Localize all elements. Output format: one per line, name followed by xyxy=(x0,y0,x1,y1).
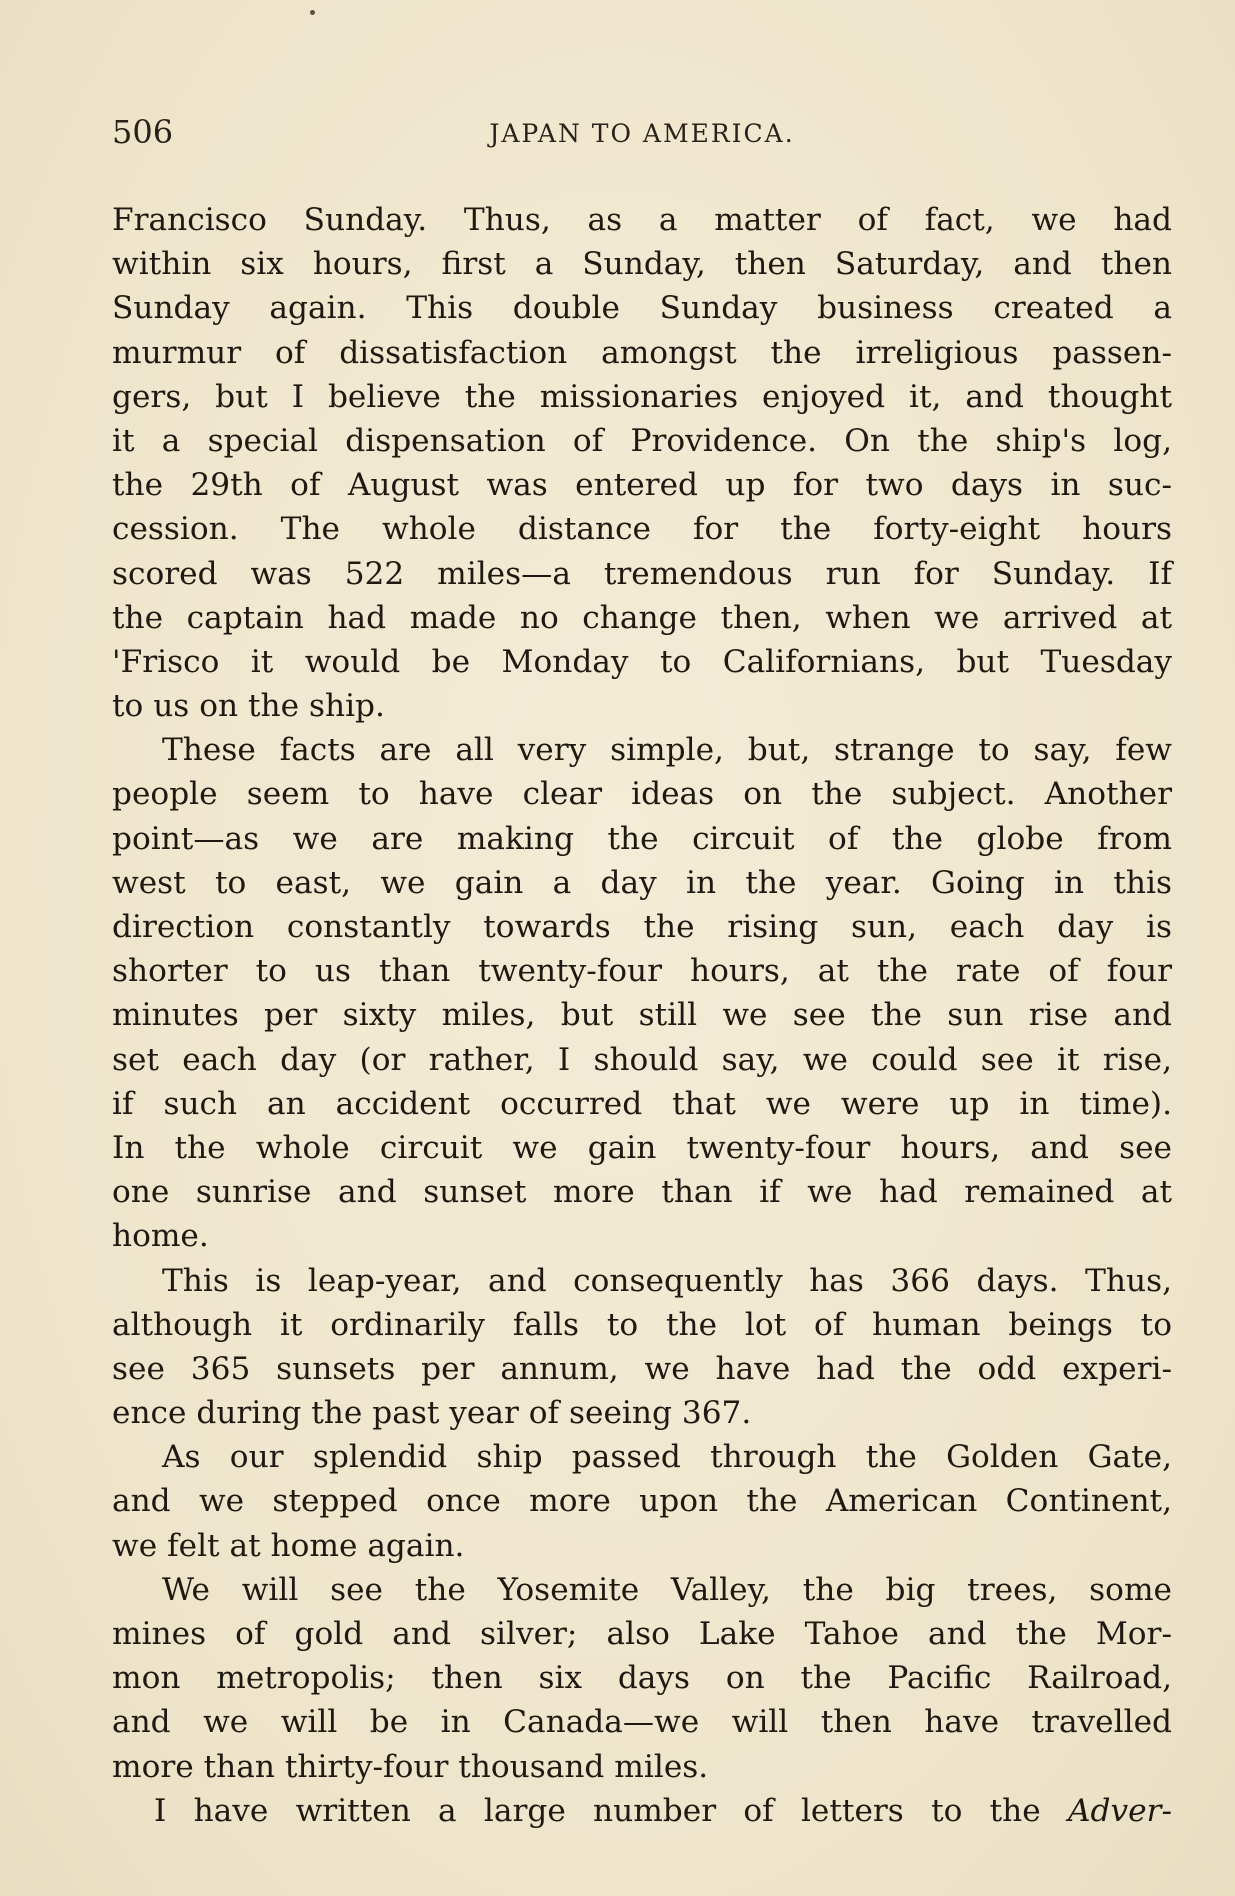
text-line: home. xyxy=(112,1218,209,1255)
page-header xyxy=(112,112,1172,152)
text-line: cession. The whole distance for the forty-eight hours xyxy=(112,511,1172,548)
text-line: murmur of dissatisfaction amongst the irreligious passen- xyxy=(112,334,1172,371)
ink-speck xyxy=(310,10,315,15)
text-line: within six hours, first a Sunday, then Saturday, and then xyxy=(112,246,1172,283)
text-line: gers, but I believe the missionaries enjoyed it, and thought xyxy=(112,378,1172,415)
text-line: to us on the ship. xyxy=(112,688,385,725)
paragraph-start-line: These facts are all very simple, but, strange to say, few xyxy=(162,732,1172,769)
text-line: minutes per sixty miles, but still we see the sun rise and xyxy=(112,997,1172,1034)
italic-word: Adver- xyxy=(1067,1792,1172,1829)
text-line: set each day (or rather, I should say, we could see it rise, xyxy=(112,1041,1172,1078)
page-number: 506 xyxy=(112,113,174,151)
text-line: mon metropolis; then six days on the Pacific Railroad, xyxy=(112,1660,1172,1697)
text-line: people seem to have clear ideas on the subject. Another xyxy=(112,776,1172,813)
paragraph-start-line: We will see the Yosemite Valley, the big trees, some xyxy=(162,1571,1172,1608)
paragraph-start-line xyxy=(112,1789,1172,1833)
text-line: the 29th of August was entered up for two days in suc- xyxy=(112,467,1172,504)
text-line: 'Frisco it would be Monday to Californians, but Tuesday xyxy=(112,643,1172,680)
text-line: although it ordinarily falls to the lot of human beings to xyxy=(112,1306,1172,1343)
text-line: shorter to us than twenty-four hours, at the rate of four xyxy=(112,953,1172,990)
text-line: Sunday again. This double Sunday business created a xyxy=(112,290,1172,327)
text-line: and we will be in Canada—we will then have travelled xyxy=(112,1704,1172,1741)
text-line: mines of gold and silver; also Lake Tahoe and the Mor- xyxy=(112,1616,1172,1652)
text-line: west to east, we gain a day in the year. Going in this xyxy=(112,864,1172,901)
text-line: see 365 sunsets per annum, we have had the odd experi- xyxy=(112,1350,1172,1387)
text-line: if such an accident occurred that we were up in time). xyxy=(112,1085,1172,1122)
paragraph-start-line: As our splendid ship passed through the Golden Gate, xyxy=(162,1439,1172,1476)
text-line: ence during the past year of seeing 367. xyxy=(112,1395,752,1432)
text-line: direction constantly towards the rising sun, each day is xyxy=(112,909,1172,945)
text-line: it a special dispensation of Providence. On the ship's log, xyxy=(112,422,1172,459)
text-line: point—as we are making the circuit of the globe from xyxy=(112,820,1172,857)
text-line: one sunrise and sunset more than if we had remained at xyxy=(112,1174,1172,1211)
text-line: In the whole circuit we gain twenty-four hours, and see xyxy=(112,1129,1172,1166)
text-line: Francisco Sunday. Thus, as a matter of fact, we had xyxy=(112,202,1172,238)
text-line: the captain had made no change then, when we arrived at xyxy=(112,599,1172,636)
body-text xyxy=(112,198,1172,1833)
paragraph-start-line: This is leap-year, and consequently has 366 days. Thus, xyxy=(162,1262,1172,1299)
text-line: we felt at home again. xyxy=(112,1527,465,1564)
text-line: and we stepped once more upon the American Continent, xyxy=(112,1483,1172,1520)
text-fragment: I have written a large number of letters to the xyxy=(154,1792,1041,1829)
text-line: more than thirty-four thousand miles. xyxy=(112,1748,709,1785)
running-title: JAPAN TO AMERICA. xyxy=(489,119,795,148)
text-line: scored was 522 miles—a tremendous run for Sunday. If xyxy=(112,555,1172,592)
